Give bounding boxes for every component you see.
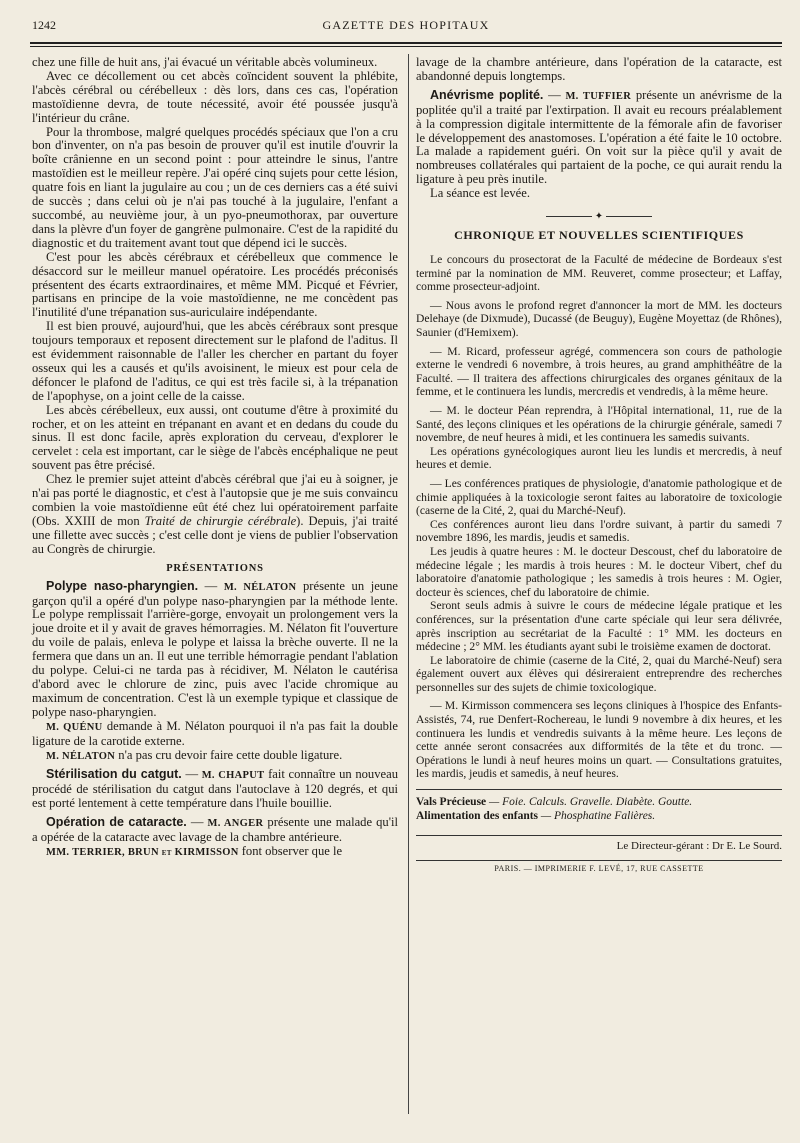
text-run: présente une malade qu'il a opérée de la cataracte avec lavage de la chambre antérieure. bbox=[32, 815, 398, 845]
paragraph: Les abcès cérébelleux, eux aussi, ont coutume d'être à proximité du rocher, et on les atteint en trépanant en avant et en dedans du coude du sinus. Il est donc facile, après exploration du cerveau, d'explorer le cervelet : cela est important, car le siège de l'abcès encéphalique ne peut souvent pas être précisé. bbox=[32, 402, 398, 473]
paragraph: lavage de la chambre antérieure, dans l'opération de la cataracte, est abandonné depuis longtemps. bbox=[416, 55, 782, 83]
news-item: — M. Ricard, professeur agrégé, commencera son cours de pathologie externe le vendredi 6 novembre, à trois heures, au grand amphithéâtre de la Faculté. — Il traitera des affections chirurgicales des organes génitaux de la femme, et le continuera les lundis, mercredis et vendredis, à la même heure. bbox=[416, 344, 782, 399]
speaker-name: M. NÉLATON bbox=[46, 750, 116, 762]
news-item: Le concours du prosectorat de la Faculté de médecine de Bordeaux s'est terminé par la nomination de MM. Reuveret, comme prosecteur; et Laffay, comme prosecteur-adjoint. bbox=[416, 253, 782, 294]
paragraph bbox=[32, 845, 398, 860]
news-item: Ces conférences auront lieu dans l'ordre suivant, à partir du samedi 7 novembre 1896, les mardis, jeudis et samedis. bbox=[416, 517, 782, 545]
news-item: — Nous avons le profond regret d'annoncer la mort de MM. les docteurs Delehaye (de Dixmude), Ducassé (de Beuguy), Eugène Moyettaz (de Rhônes), Saunier (d'Hemixem). bbox=[416, 298, 782, 340]
ornament-divider: ✦ bbox=[416, 211, 782, 222]
paragraph: Stérilisation du catgut. — M. CHAPUT fait connaître un nouveau procédé de stérilisation du catgut dans l'autoclave à 120 degrés, et qui est porté lentement à cette température dans l'huile bouillie. bbox=[32, 767, 398, 811]
paragraph: La séance est levée. bbox=[430, 186, 530, 201]
news-item: — M. Kirmisson commencera ses leçons cliniques à l'hospice des Enfants-Assistés, 74, rue Denfert-Rochereau, le lundi 9 novembre à dix heures, et les continuera les lundis et vendredis suivants à la même heure. Les leçons de cette année seront consacrées aux difformités de la tête et du tronc. — Opérations le lundi à neuf heures moins un quart. — Consultations gratuites, les mardis, jeudis et samedis, à neuf heures. bbox=[416, 699, 782, 781]
paragraph: Il est bien prouvé, aujourd'hui, que les abcès cérébraux sont presque toujours temporaux et reposent directement sur le plafond de l'aditus. Il est évidemment raisonnable de l'aller les chercher en partant du foyer osseux qui les a causés et qu'ils avoisinent, le mieux est pour cela de défoncer le plafond de l'aditus, ce qui est très facile si, à la trépanation de l'apophyse, on a joint celle de la caisse. bbox=[32, 319, 398, 403]
speaker-name: M. ANGER bbox=[207, 818, 264, 830]
chronicle-title: CHRONIQUE ET NOUVELLES SCIENTIFIQUES bbox=[454, 228, 744, 243]
section-title: PRÉSENTATIONS bbox=[166, 562, 264, 574]
advertisement bbox=[416, 809, 782, 823]
speaker-name: M. TUFFIER bbox=[565, 90, 632, 102]
header-rule-thick bbox=[30, 42, 782, 44]
text-run: fait connaître un nouveau procédé de stérilisation du catgut dans l'autoclave à 120 degrés, et qui est porté lentement à cette température dans l'huile bouillie. bbox=[32, 767, 398, 811]
item-heading: Stérilisation du catgut. bbox=[46, 767, 182, 782]
news-item: Les opérations gynécologiques auront lieu les lundis et mercredis, à neuf heures et demie. bbox=[416, 444, 782, 472]
paragraph: Anévrisme poplité. — M. TUFFIER présente un anévrisme de la poplitée qu'il a traité par l'extirpation. Il avait eu recours préalablement à la compression digitale intermittente de la fémorale afin de favoriser le développement des anastomoses. L'opération a été faite le 10 octobre. La malade a rapidement guéri. On voit sur la pièce qu'il y avait de nombreuses collatérales qui partaient de la poche, ce qui aurait rendu la ligature à peu près inutile. bbox=[416, 87, 783, 187]
journal-title: GAZETTE DES HOPITAUX bbox=[322, 18, 490, 32]
ad-text: — Foie. Calculs. Gravelle. Diabète. Goutte. bbox=[489, 796, 693, 809]
advertisement bbox=[416, 795, 782, 809]
news-item: — M. le docteur Péan reprendra, à l'Hôpital international, 11, rue de la Santé, des leçons cliniques et les opérations de la chirurgie générale, samedi 7 novembre, de neuf heures à midi, et les continuera les samedis suivants. bbox=[416, 404, 782, 445]
advertisements bbox=[416, 789, 782, 823]
paragraph: Pour la thrombose, malgré quelques procédés spéciaux que l'on a cru bon d'inventer, on n'a pas besoin de prouver qu'il est inutile d'ouvrir la boîte crânienne en un second point : pour atteindre le sinus, l'antre mastoïdien est le meilleur repère. J'ai opéré cinq sujets pour cette lésion, quatre fois en liant la jugulaire au cou ; un de ces derniers cas a été suivi de succès ; dans celui où je n'ai pas touché à la jugulaire, l'enfant a succombé, au neuvième jour, à un pyo-pneumothorax, par ouverture dans la plèvre d'un foyer de gangrène pulmonaire. C'est de la rapidité du diagnostic et du traitement avant tout que dépend ici le succès. bbox=[32, 124, 398, 250]
ad-brand: Vals Précieuse bbox=[416, 796, 487, 809]
text-run: n'a pas cru devoir faire cette double ligature. bbox=[118, 747, 343, 762]
news-item: Le laboratoire de chimie (caserne de la Cité, 2, quai du Marché-Neuf) sera également ouvert aux élèves qui désireraient entreprendre des recherches personnelles sur des sujets de chimie toxicologique. bbox=[416, 653, 782, 694]
paragraph bbox=[32, 473, 398, 556]
text-run: présente un anévrisme de la poplitée qu'il a traité par l'extirpation. Il avait eu recours préalablement à la compression digitale intermittente de la fémorale afin de favoriser le développement des anastomoses. L'opération a été faite le 10 octobre. La malade a rapidement guéri. On voit sur la pièce qu'il y avait de nombreuses collatérales qui partaient de la poche, ce qui aurait rendu la ligature à peu près inutile. bbox=[416, 87, 783, 187]
news-item: Les jeudis à quatre heures : M. le docteur Descoust, chef du laboratoire de médecine légale ; les mardis à trois heures : M. le docteur Vibert, chef du laboratoire d'anatomie pathologique ; les samedis à trois heures : M. Ogier, docteur ès sciences, chef du laboratoire de chimie. bbox=[416, 544, 782, 599]
text-run: font observer que le bbox=[241, 843, 343, 858]
editor-signature: Le Directeur-gérant : Dr E. Le Sourd. bbox=[416, 835, 782, 852]
page-header bbox=[30, 14, 782, 38]
paragraph: Polype naso-pharyngien. — M. NÉLATON présente un jeune garçon qu'il a opéré d'un polype naso-pharyngien par la méthode lente. Le polype remplissait l'arrière-gorge, envoyait un prolongement vers la joue droite et il y avait de graves hémorragies. M. Nélaton fit l'ouverture du voile de palais, enleva le polype et laissa la brèche ouverte. Il ne la fermera que dans un an. Il eut une terrible hémorragie pendant l'ablation du polype. Celui-ci ne tarda pas à récidiver, M. Nélaton le cautérisa d'abord avec le chlorure de zinc, puis avec l'acide chromique au maximum de concentration. C'est là un exemple typique et classique de polype naso-pharyngien. bbox=[32, 578, 398, 719]
text-run: présente un jeune garçon qu'il a opéré d'un polype naso-pharyngien par la méthode lente. Le polype remplissait l'arrière-gorge, envoyait un prolongement vers la joue droite et il y avait de graves hémorragies. M. Nélaton fit l'ouverture du voile de palais, enleva le polype et laissa la brèche ouverte. Il ne la fermera que dans un an. Il eut une terrible hémorragie pendant l'ablation du polype. Celui-ci ne tarda pas à récidiver, M. Nélaton le cautérisa d'abord avec le chlorure de zinc, puis avec l'acide chromique au maximum de concentration. C'est là un exemple typique et classique de polype naso-pharyngien. bbox=[32, 578, 398, 719]
speaker-name: M. QUÉNU bbox=[46, 721, 103, 733]
header-rule-thin bbox=[30, 46, 782, 47]
column-divider bbox=[408, 54, 409, 1114]
speaker-name: MM. TERRIER, BRUN et KIRMISSON bbox=[46, 846, 239, 858]
speaker-name: M. NÉLATON bbox=[223, 581, 297, 593]
ad-brand: Alimentation des enfants bbox=[416, 810, 539, 823]
ad-text: — Phosphatine Falières. bbox=[540, 810, 656, 823]
paragraph: Avec ce décollement ou cet abcès coïncident souvent la phlébite, l'abcès cérébral ou cérébelleux : dès lors, dans ces cas, l'opération mastoïdienne devra, de toute nécessité, avoir été poussée jusqu'à l'intérieur du crâne. bbox=[32, 68, 398, 125]
paragraph: chez une fille de huit ans, j'ai évacué un véritable abcès volumineux. bbox=[32, 55, 378, 69]
left-column bbox=[32, 56, 398, 860]
book-title: Traité de chirurgie cérébrale bbox=[144, 513, 297, 528]
newspaper-page bbox=[30, 14, 782, 1134]
item-heading: Polype naso-pharyngien. bbox=[46, 578, 199, 593]
news-item: — Les conférences pratiques de physiologie, d'anatomie pathologique et de chimie appliquées à la toxicologie seront faites au laboratoire de toxicologie (caserne de la Cité, 2, quai du Marché-Neuf). bbox=[416, 476, 782, 518]
right-column bbox=[416, 56, 782, 873]
paragraph: C'est pour les abcès cérébraux et cérébelleux que commence le désaccord sur le meilleur manuel opératoire. Les procédés préconisés présentent des écarts extraordinaires, et même MM. Picqué et Février, partisans en principe de la voie mastoïdienne, ne me concèdent pas l'inutilité d'une trépanation sus-auriculaire indépendante. bbox=[32, 249, 398, 320]
speaker-name: M. CHAPUT bbox=[201, 770, 265, 782]
paragraph bbox=[32, 749, 398, 764]
page-number: 1242 bbox=[32, 18, 56, 32]
text-run: ). Depuis, j'ai traité une fillette avec succès ; c'est celle dont je viens de publier l'observation au Congrès de chirurgie. bbox=[32, 513, 398, 556]
paragraph: Opération de cataracte. — M. ANGER présente une malade qu'il a opérée de la cataracte avec lavage de la chambre antérieure. bbox=[32, 815, 398, 845]
text-run: Chez le premier sujet atteint d'abcès cérébral que j'ai eu à soigner, je n'ai pas porté le diagnostic, et c'est à l'autopsie que je me suis convaincu combien la voie mastoïdienne eût été chez lui opératoirement parfaite (Obs. XXIII de mon bbox=[32, 472, 398, 528]
printer-imprint: PARIS. — IMPRIMERIE F. LEVÉ, 17, RUE CASSETTE bbox=[416, 860, 782, 873]
paragraph bbox=[32, 720, 398, 749]
item-heading: Anévrisme poplité. bbox=[430, 87, 544, 102]
news-item: Seront seuls admis à suivre le cours de médecine légale pratique et les conférences, sur la présentation d'une carte spéciale qui leur sera délivrée, après inscription au secrétariat de la Faculté : 1° MM. les docteurs en médecine ; 2° MM. les étudiants ayant subi le troisième examen de doctorat. bbox=[416, 599, 782, 654]
text-run: demande à M. Nélaton pourquoi il n'a pas fait la double ligature de la carotide externe. bbox=[32, 718, 399, 748]
item-heading: Opération de cataracte. bbox=[46, 815, 187, 830]
